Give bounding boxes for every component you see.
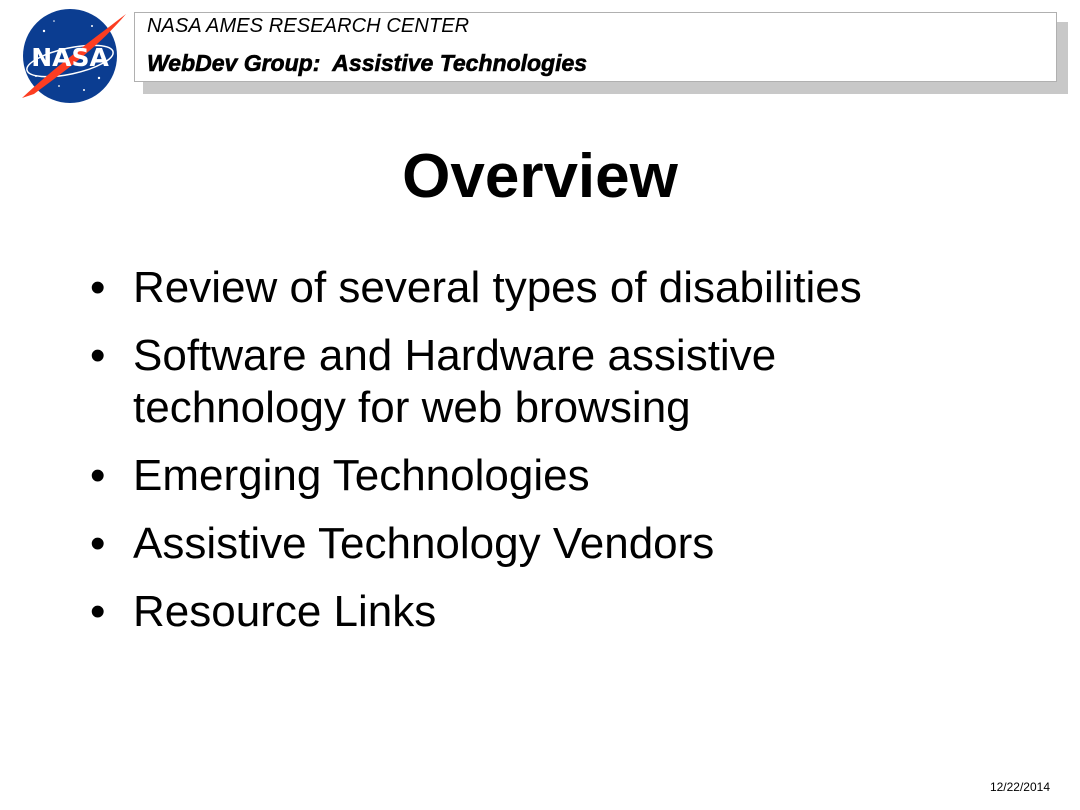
bullet-icon: •: [90, 587, 106, 636]
nasa-logo: [14, 6, 132, 106]
bullet-text: Resource Links: [133, 587, 437, 636]
bullet-item: [90, 450, 990, 502]
footer-date: 12/22/2014: [989, 780, 1050, 794]
bullet-item: [90, 586, 990, 638]
slide-title: Overview: [402, 142, 678, 211]
bullet-icon: •: [90, 263, 106, 312]
bullet-text: Assistive Technology Vendors: [133, 519, 715, 568]
bullet-item: [90, 518, 990, 570]
bullet-icon: •: [90, 451, 106, 500]
group-name: WebDev Group: Assistive Technologies: [147, 50, 588, 76]
bullet-text: Software and Hardware assistive technology for web browsing: [133, 331, 777, 432]
nasa-logo-text: NASA: [31, 43, 109, 72]
org-name: NASA AMES RESEARCH CENTER: [147, 15, 470, 37]
bullet-item: [90, 330, 990, 434]
bullet-text: Emerging Technologies: [133, 451, 590, 500]
bullet-icon: •: [90, 331, 106, 380]
bullet-text: Review of several types of disabilities: [133, 263, 862, 312]
bullet-list: [90, 262, 990, 654]
bullet-item: [90, 262, 990, 314]
bullet-icon: •: [90, 519, 106, 568]
header-banner: [134, 12, 1057, 82]
